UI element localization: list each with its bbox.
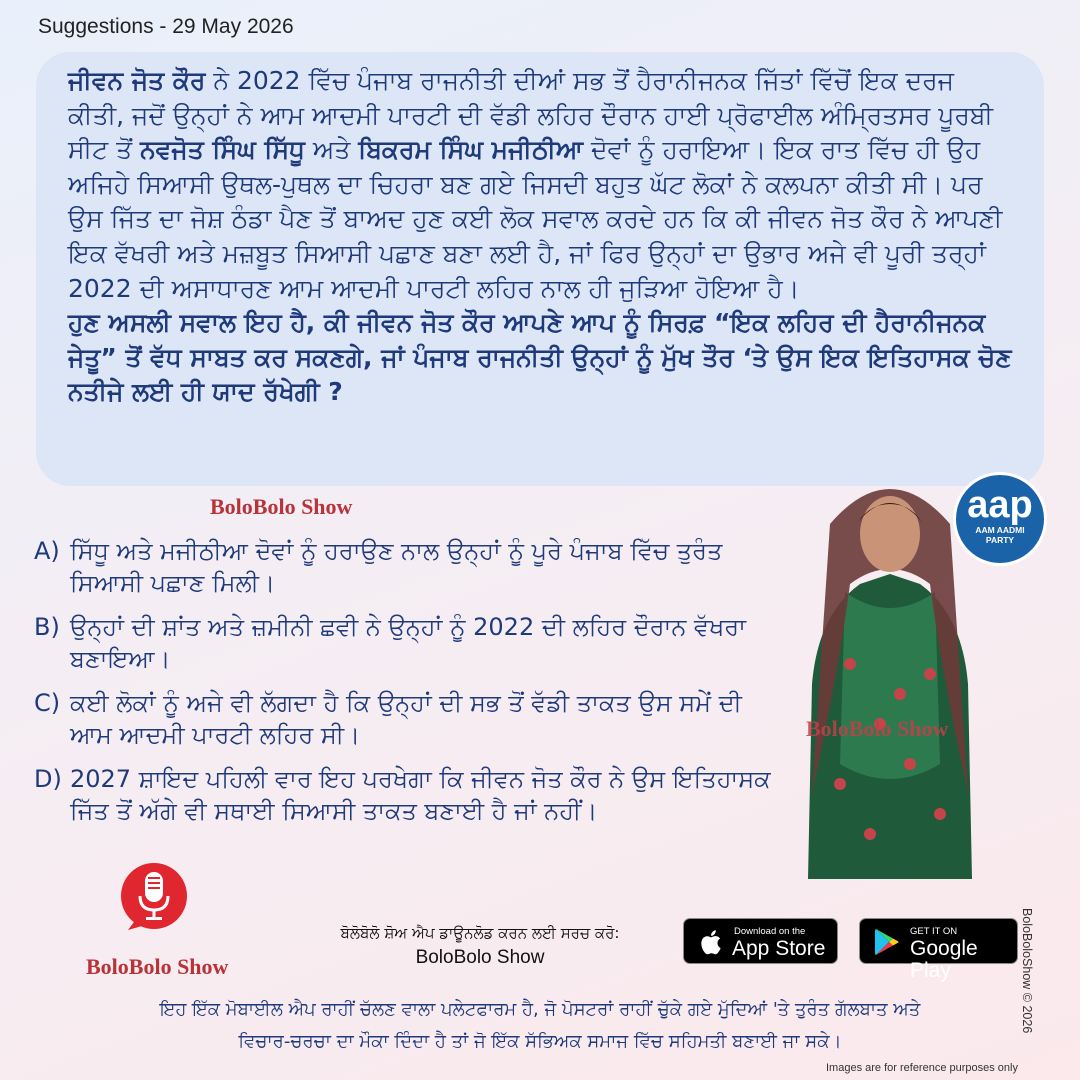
option-text: ਕਈ ਲੋਕਾਂ ਨੂੰ ਅਜੇ ਵੀ ਲੱਗਦਾ ਹੈ ਕਿ ਉਨ੍ਹਾਂ ਦੀ ਸਭ ਤੋਂ ਵੱਡੀ ਤਾਕਤ ਉਸ ਸਮੇਂ ਦੀ ਆਮ ਆਦਮੀ ਪਾਰਟੀ ਲਹਿਰ ਸੀ। (70, 689, 742, 749)
option-letter: D) (34, 765, 62, 793)
search-brand-name: BoloBolo Show (415, 947, 545, 968)
aap-logo-icon (953, 472, 1047, 566)
footer-line-2: ਵਿਚਾਰ-ਚਰਚਾ ਦਾ ਮੌਕਾ ਦਿੰਦਾ ਹੈ ਤਾਂ ਜੋ ਇੱਕ ਸੱਭਿਅਕ ਸਮਾਜ ਵਿੱਚ ਸਹਿਮਤੀ ਬਣਾਈ ਜਾ ਸਕੇ। (238, 1031, 842, 1052)
google-play-button[interactable] (859, 918, 1018, 982)
copyright-credit: BoloBoloShow © 2026 (1020, 908, 1034, 1034)
app-store-small-label: Download on the (734, 926, 806, 937)
watermark-mid: BoloBolo Show (806, 716, 949, 741)
apple-icon (698, 928, 722, 956)
name-jeevan-jot-kaur: ਜੀਵਨ ਜੋਤ ਕੌਰ (68, 66, 206, 95)
footer-line-1: ਇਹ ਇੱਕ ਮੋਬਾਈਲ ਐਪ ਰਾਹੀਂ ਚੱਲਣ ਵਾਲਾ ਪਲੇਟਫਾਰਮ ਹੈ, ਜੋ ਪੋਸਟਰਾਂ ਰਾਹੀਂ ਚੁੱਕੇ ਗਏ ਮੁੱਦਿਆਂ 'ਤੇ ਤੁਰੰਤ ਗੱਲਬਾਤ ਅਤੇ (159, 999, 921, 1020)
option-text: ਉਨ੍ਹਾਂ ਦੀ ਸ਼ਾਂਤ ਅਤੇ ਜ਼ਮੀਨੀ ਛਵੀ ਨੇ ਉਨ੍ਹਾਂ ਨੂੰ 2022 ਦੀ ਲਹਿਰ ਦੌਰਾਨ ਵੱਖਰਾ ਬਣਾਇਆ। (70, 613, 747, 673)
google-play-small-label: GET IT ON (910, 926, 958, 937)
option-d[interactable] (34, 763, 790, 827)
question-text-3: ਦੋਵਾਂ ਨੂੰ ਹਰਾਇਆ। ਇਕ ਰਾਤ ਵਿੱਚ ਹੀ ਉਹ ਅਜਿਹੇ ਸਿਆਸੀ ਉਥਲ-ਪੁਥਲ ਦਾ ਚਿਹਰਾ ਬਣ ਗਏ ਜਿਸਦੀ ਬਹੁਤ ਘੱਟ ਲੋਕਾਂ ਨੇ ਕਲਪਨਾ ਕੀਤੀ ਸੀ। ਪਰ ਉਸ ਜਿੱਤ ਦਾ ਜੋਸ਼ ਠੰਡਾ ਪੈਣ ਤੋਂ ਬਾਅਦ ਹੁਣ ਕਈ ਲੋਕ ਸਵਾਲ ਕਰਦੇ ਹਨ ਕਿ ਕੀ ਜੀਵਨ ਜੋਤ ਕੌਰ ਨੇ ਆਪਣੀ ਇਕ ਵੱਖਰੀ ਅਤੇ ਮਜ਼ਬੂਤ ਸਿਆਸੀ ਪਛਾਣ ਬਣਾ ਲਈ ਹੈ, ਜਾਂ ਫਿਰ ਉਨ੍ਹਾਂ ਦਾ ਉਭਾਰ ਅਜੇ ਵੀ ਪੂਰੀ ਤਰ੍ਹਾਂ 2022 ਦੀ ਅਸਾਧਾਰਣ ਆਮ ਆਦਮੀ ਪਾਰਟੀ ਲਹਿਰ ਨਾਲ ਹੀ ਜੁੜਿਆ ਹੋਇਆ ਹੈ। (68, 135, 1003, 303)
app-search-prompt (300, 922, 660, 972)
question-text-2: ਅਤੇ (304, 135, 359, 165)
google-play-label: Google Play (910, 937, 978, 982)
option-letter: A) (34, 537, 60, 565)
option-c[interactable] (34, 687, 790, 751)
aap-mark: aap (967, 484, 1033, 526)
option-letter: B) (34, 613, 60, 641)
watermark-top: BoloBolo Show (210, 494, 353, 519)
options-list (34, 535, 790, 839)
name-navjot-sidhu: ਨਵਜੋਤ ਸਿੰਘ ਸਿੱਧੂ (140, 135, 305, 165)
option-b[interactable] (34, 611, 790, 675)
option-letter: C) (34, 689, 61, 717)
question-card (36, 52, 1044, 486)
google-play-icon (874, 928, 900, 956)
brand-label: BoloBolo Show (86, 954, 229, 979)
footer-description (60, 994, 1020, 1058)
option-text: 2027 ਸ਼ਾਇਦ ਪਹਿਲੀ ਵਾਰ ਇਹ ਪਰਖੇਗਾ ਕਿ ਜੀਵਨ ਜੋਤ ਕੌਰ ਨੇ ਉਸ ਇਤਿਹਾਸਕ ਜਿੱਤ ਤੋਂ ਅੱਗੇ ਵੀ ਸਥਾਈ ਸਿਆਸੀ ਤਾਕਤ ਬਣਾਈ ਹੈ ਜਾਂ ਨਹੀਂ। (70, 765, 771, 825)
microphone-icon (118, 860, 190, 932)
app-store-button[interactable] (683, 918, 838, 964)
option-text: ਸਿੱਧੂ ਅਤੇ ਮਜੀਠੀਆ ਦੋਵਾਂ ਨੂੰ ਹਰਾਉਣ ਨਾਲ ਉਨ੍ਹਾਂ ਨੂੰ ਪੂਰੇ ਪੰਜਾਬ ਵਿੱਚ ਤੁਰੰਤ ਸਿਆਸੀ ਪਛਾਣ ਮਿਲੀ। (70, 537, 723, 597)
suggestions-date: Suggestions - 29 May 2026 (38, 15, 294, 38)
question-text-1: ਨੇ 2022 ਵਿੱਚ ਪੰਜਾਬ ਰਾਜਨੀਤੀ ਦੀਆਂ ਸਭ ਤੋਂ ਹੈਰਾਨੀਜਨਕ ਜਿੱਤਾਂ ਵਿੱਚੋਂ ਇਕ ਦਰਜ ਕੀਤੀ, ਜਦੋਂ ਉਨ੍ਹਾਂ ਨੇ ਆਮ ਆਦਮੀ ਪਾਰਟੀ ਦੀ ਵੱਡੀ ਲਹਿਰ ਦੌਰਾਨ ਹਾਈ ਪ੍ਰੋਫਾਈਲ ਅੰਮ੍ਰਿਤਸਰ ਪੂਰਬੀ ਸੀਟ ਤੋਂ (68, 66, 994, 165)
app-store-label: App Store (732, 937, 826, 960)
option-a[interactable] (34, 535, 790, 599)
name-bikram-majithia: ਬਿਕਰਮ ਸਿੰਘ ਮਜੀਠੀਆ (358, 135, 584, 165)
search-instruction: ਬੋਲੋਬੋਲੋ ਸ਼ੋਅ ਐਪ ਡਾਊਨਲੋਡ ਕਰਨ ਲਈ ਸਰਚ ਕਰੋ: (340, 924, 620, 942)
question-paragraph (68, 64, 1014, 306)
image-disclaimer: Images are for reference purposes only (826, 1062, 1018, 1074)
main-question: ਹੁਣ ਅਸਲੀ ਸਵਾਲ ਇਹ ਹੈ, ਕੀ ਜੀਵਨ ਜੋਤ ਕੌਰ ਆਪਣੇ ਆਪ ਨੂੰ ਸਿਰਫ਼ “ਇਕ ਲਹਿਰ ਦੀ ਹੈਰਾਨੀਜਨਕ ਜੇਤੂ” ਤੋਂ ਵੱਧ ਸਾਬਤ ਕਰ ਸਕਣਗੇ, ਜਾਂ ਪੰਜਾਬ ਰਾਜਨੀਤੀ ਉਨ੍ਹਾਂ ਨੂੰ ਮੁੱਖ ਤੌਰ ‘ਤੇ ਉਸ ਇਕ ਇਤਿਹਾਸਕ ਚੋਣ ਨਤੀਜੇ ਲਈ ਹੀ ਯਾਦ ਰੱਖੇਗੀ ? (68, 308, 1012, 407)
aap-name-line-2: PARTY (985, 535, 1015, 545)
aap-name-line-1: AAM AADMI (975, 525, 1025, 535)
